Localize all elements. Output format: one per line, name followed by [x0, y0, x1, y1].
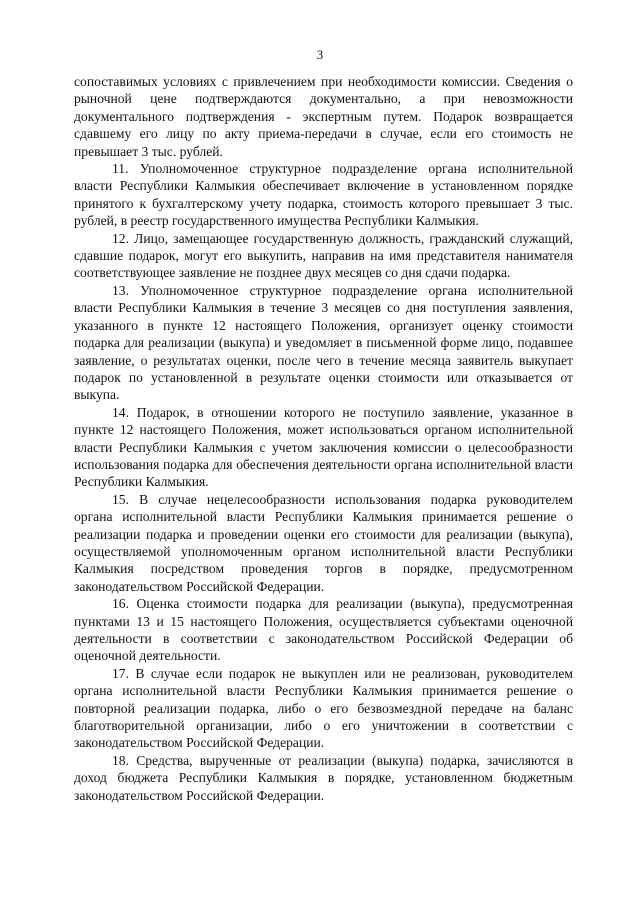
page-number: 3: [316, 47, 324, 62]
paragraph-14: 14. Подарок, в отношении которого не поступило заявление, указанное в пункте 12 настоящего Положения, может использоваться органом исполнительной власти Республики Калмыкия с учетом заключения комиссии о целесообразности использования подарка для обеспечения деятельности органа исполнительной власти Республики Калмыкия.: [74, 404, 573, 490]
document-body: [74, 73, 573, 804]
paragraph-12: 12. Лицо, замещающее государственную должность, гражданский служащий, сдавшие подарок, могут его выкупить, направив на имя представителя нанимателя соответствующее заявление не позднее двух месяцев со дня сдачи подарка.: [74, 230, 573, 281]
paragraph-17: 17. В случае если подарок не выкуплен или не реализован, руководителем органа исполнительной власти Республики Калмыкия принимается решение о повторной реализации подарка, либо о его безвозмездной передаче на баланс благотворительной организации, либо о его уничтожении в соответствии с законодательством Российской Федерации.: [74, 665, 573, 751]
paragraph-16: 16. Оценка стоимости подарка для реализации (выкупа), предусмотренная пунктами 13 и 15 настоящего Положения, осуществляется субъектами оценочной деятельности в соответствии с законодательством Российской Федерации об оценочной деятельности.: [74, 596, 573, 664]
paragraph-continuation: сопоставимых условиях с привлечением при необходимости комиссии. Сведения о рыночной цене подтверждаются документально, а при невозможности документального подтверждения - экспертным путем. Подарок возвращается сдавшему его лицу по акту приема-передачи в случае, если его стоимость не превышает 3 тыс. рублей.: [74, 74, 573, 159]
paragraph-18: 18. Средства, вырученные от реализации (выкупа) подарка, зачисляются в доход бюджета Республики Калмыкия в порядке, установленном бюджетным законодательством Российской Федерации.: [74, 752, 573, 803]
paragraph-11: 11. Уполномоченное структурное подразделение органа исполнительной власти Республики Калмыкия обеспечивает включение в установленном порядке принятого к бухгалтерскому учету подарка, стоимость которого превышает 3 тыс. рублей, в реестр государственного имущества Республики Калмыкия.: [74, 161, 573, 229]
paragraph-13: 13. Уполномоченное структурное подразделение органа исполнительной власти Республики Калмыкия в течение 3 месяцев со дня поступления заявления, указанного в пункте 12 настоящего Положения, организует оценку стоимости подарка для реализации (выкупа) и уведомляет в письменной форме лицо, подавшее заявление, о результатах оценки, после чего в течение месяца заявитель выкупает подарок по установленной в результате оценки стоимости или отказывается от выкупа.: [74, 282, 573, 403]
paragraph-15: 15. В случае нецелесообразности использования подарка руководителем органа исполнительной власти Республики Калмыкия принимается решение о реализации подарка и проведении оценки его стоимости для реализации (выкупа), осуществляемой уполномоченным органом исполнительной власти Республики Калмыкия посредством проведения торгов в порядке, предусмотренном законодательством Российской Федерации.: [74, 491, 573, 594]
